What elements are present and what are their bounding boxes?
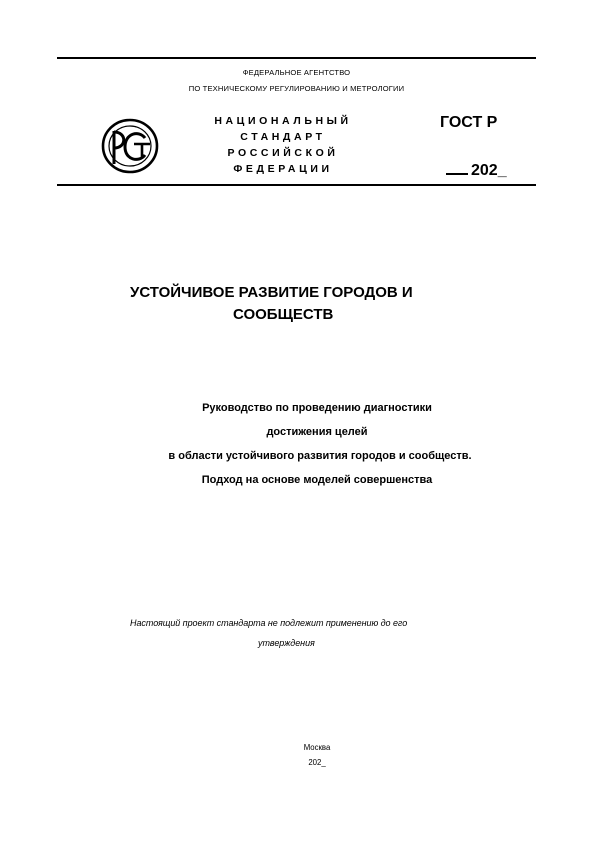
document-title-line-2: СООБЩЕСТВ xyxy=(233,306,334,323)
subtitle-line-2: достижения целей xyxy=(266,426,368,438)
document-title-line-1: УСТОЙЧИВОЕ РАЗВИТИЕ ГОРОДОВ И xyxy=(130,284,413,301)
subtitle-line-1: Руководство по проведению диагностики xyxy=(202,402,432,414)
gost-label: ГОСТ Р xyxy=(440,114,498,131)
header-bottom-rule xyxy=(57,184,536,186)
national-standard-line-3: РОССИЙСКОЙ xyxy=(227,147,339,159)
national-standard-line-4: ФЕДЕРАЦИИ xyxy=(233,163,333,175)
national-standard-line-1: НАЦИОНАЛЬНЫЙ xyxy=(214,115,352,127)
draft-notice-line-2: утверждения xyxy=(258,638,315,648)
subtitle-line-4: Подход на основе моделей совершенства xyxy=(201,474,433,486)
agency-line-2: ПО ТЕХНИЧЕСКОМУ РЕГУЛИРОВАНИЮ И МЕТРОЛОГИИ xyxy=(188,84,405,93)
header-top-rule xyxy=(57,57,536,59)
gost-number: 202_ xyxy=(471,162,507,179)
publication-year: 202_ xyxy=(308,758,326,767)
rst-certification-mark-icon xyxy=(101,118,159,174)
document-title xyxy=(130,282,550,326)
national-standard-line-2: СТАНДАРТ xyxy=(240,131,326,143)
draft-notice-line-1: Настоящий проект стандарта не подлежит применению до его xyxy=(130,618,408,628)
subtitle-line-3: в области устойчивого развития городов и сообществ. xyxy=(168,450,472,462)
publication-city: Москва xyxy=(303,743,331,752)
gost-number-dash xyxy=(446,173,468,175)
agency-line-1: ФЕДЕРАЛЬНОЕ АГЕНТСТВО xyxy=(242,68,351,77)
gost-number-field xyxy=(446,162,536,184)
